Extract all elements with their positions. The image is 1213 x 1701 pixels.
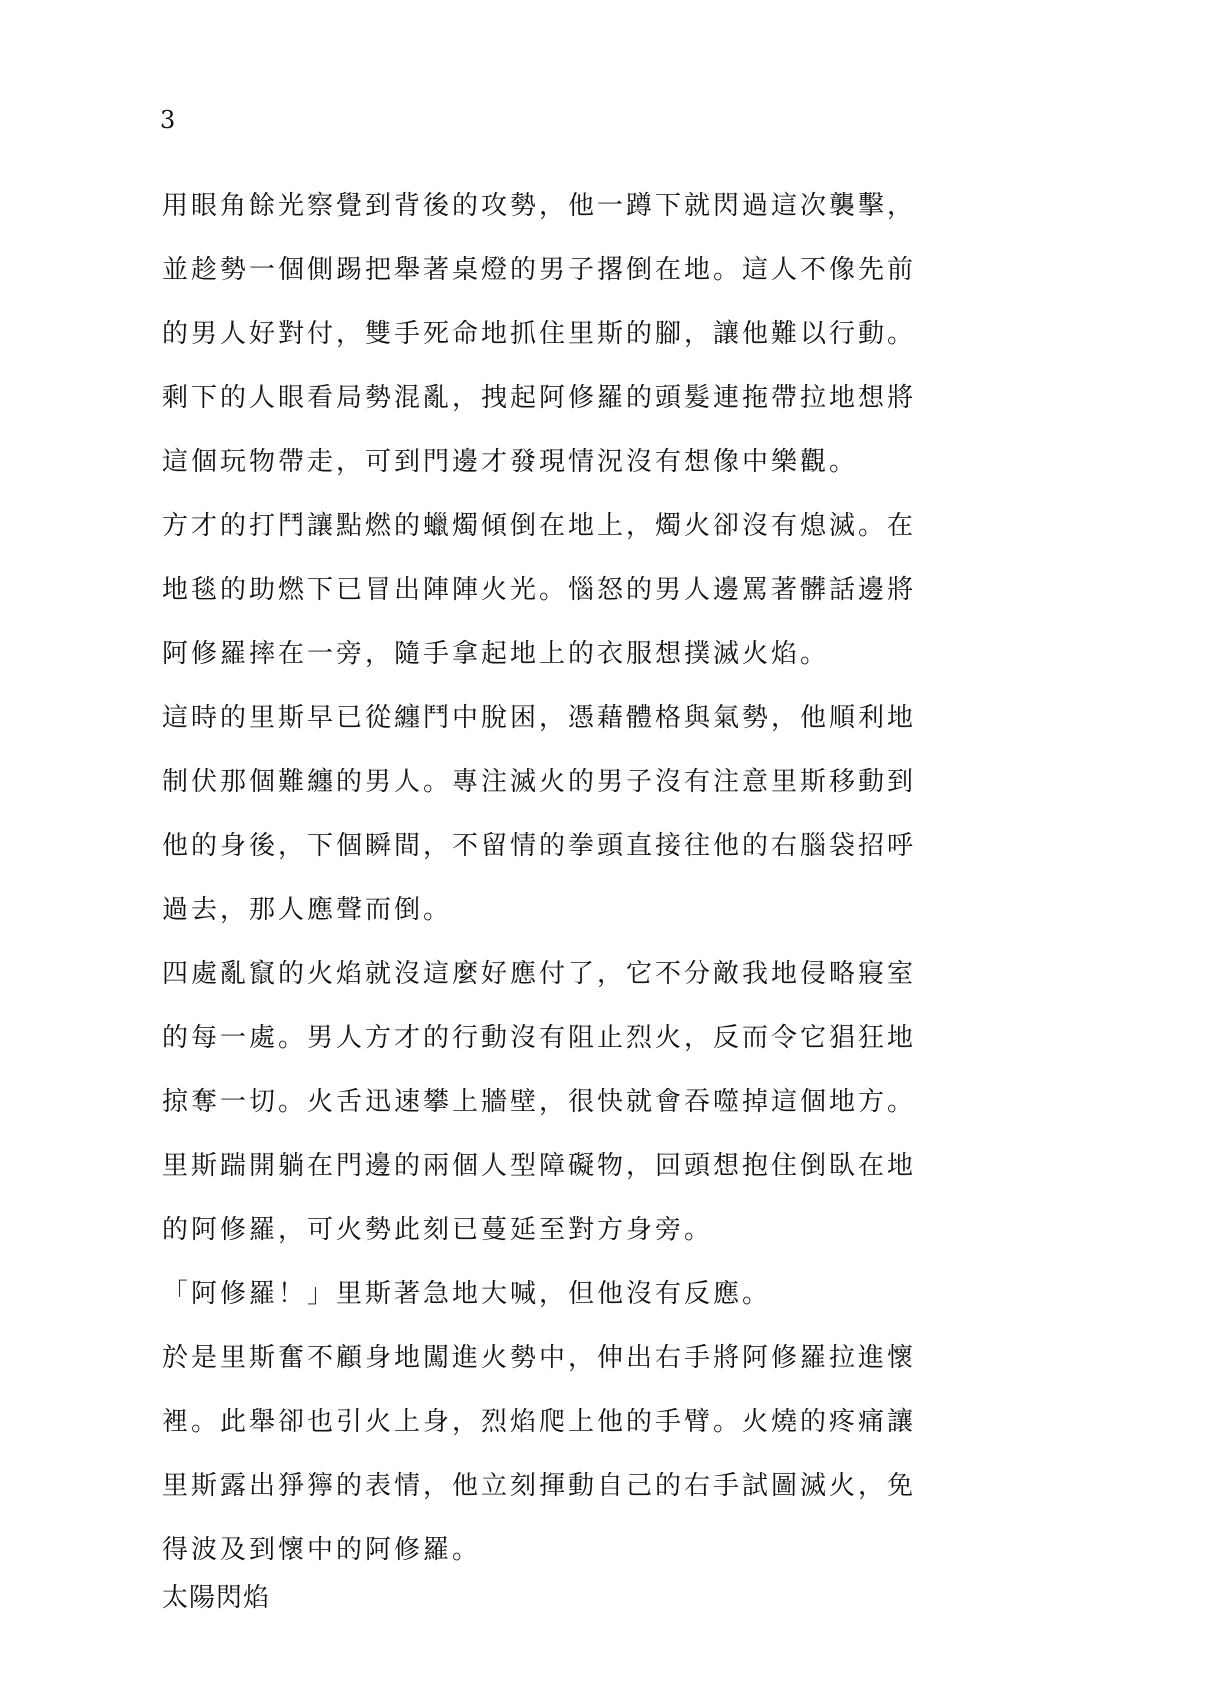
text-line: 的阿修羅，可火勢此刻已蔓延至對方身旁。 bbox=[162, 1215, 714, 1245]
text-line: 「阿修羅！」里斯著急地大喊，但他沒有反應。 bbox=[162, 1279, 772, 1309]
text-line: 裡。此舉卻也引火上身，烈焰爬上他的手臂。火燒的疼痛讓 bbox=[162, 1407, 917, 1437]
text-line: 他的身後，下個瞬間，不留情的拳頭直接往他的右腦袋招呼 bbox=[162, 831, 917, 861]
text-line: 制伏那個難纏的男人。專注滅火的男子沒有注意里斯移動到 bbox=[162, 767, 917, 797]
text-line: 得波及到懷中的阿修羅。 bbox=[162, 1535, 482, 1565]
text-line: 於是里斯奮不顧身地闖進火勢中，伸出右手將阿修羅拉進懷 bbox=[162, 1343, 917, 1373]
text-line: 剩下的人眼看局勢混亂，拽起阿修羅的頭髮連拖帶拉地想將 bbox=[162, 383, 917, 413]
text-line: 掠奪一切。火舌迅速攀上牆壁，很快就會吞噬掉這個地方。 bbox=[162, 1087, 917, 1117]
text-line: 過去，那人應聲而倒。 bbox=[162, 895, 453, 925]
footer-title: 太陽閃焰 bbox=[162, 1583, 271, 1613]
text-line: 的每一處。男人方才的行動沒有阻止烈火，反而令它猖狂地 bbox=[162, 1023, 917, 1053]
body-text bbox=[162, 188, 982, 1596]
text-line: 里斯踹開躺在門邊的兩個人型障礙物，回頭想抱住倒臥在地 bbox=[162, 1151, 917, 1181]
text-line: 這個玩物帶走，可到門邊才發現情況沒有想像中樂觀。 bbox=[162, 447, 859, 477]
text-line: 並趁勢一個側踢把舉著桌燈的男子撂倒在地。這人不像先前 bbox=[162, 255, 917, 285]
text-line: 地毯的助燃下已冒出陣陣火光。惱怒的男人邊罵著髒話邊將 bbox=[162, 575, 917, 605]
text-line: 用眼角餘光察覺到背後的攻勢，他一蹲下就閃過這次襲擊， bbox=[162, 191, 917, 221]
text-line: 里斯露出猙獰的表情，他立刻揮動自己的右手試圖滅火，免 bbox=[162, 1471, 917, 1501]
text-line: 阿修羅摔在一旁，隨手拿起地上的衣服想撲滅火焰。 bbox=[162, 639, 830, 669]
text-line: 四處亂竄的火焰就沒這麼好應付了，它不分敵我地侵略寢室 bbox=[162, 959, 917, 989]
text-line: 方才的打鬥讓點燃的蠟燭傾倒在地上，燭火卻沒有熄滅。在 bbox=[162, 511, 917, 541]
text-line: 這時的里斯早已從纏鬥中脫困，憑藉體格與氣勢，他順利地 bbox=[162, 703, 917, 733]
text-line: 的男人好對付，雙手死命地抓住里斯的腳，讓他難以行動。 bbox=[162, 319, 917, 349]
page-number: 3 bbox=[160, 106, 176, 134]
